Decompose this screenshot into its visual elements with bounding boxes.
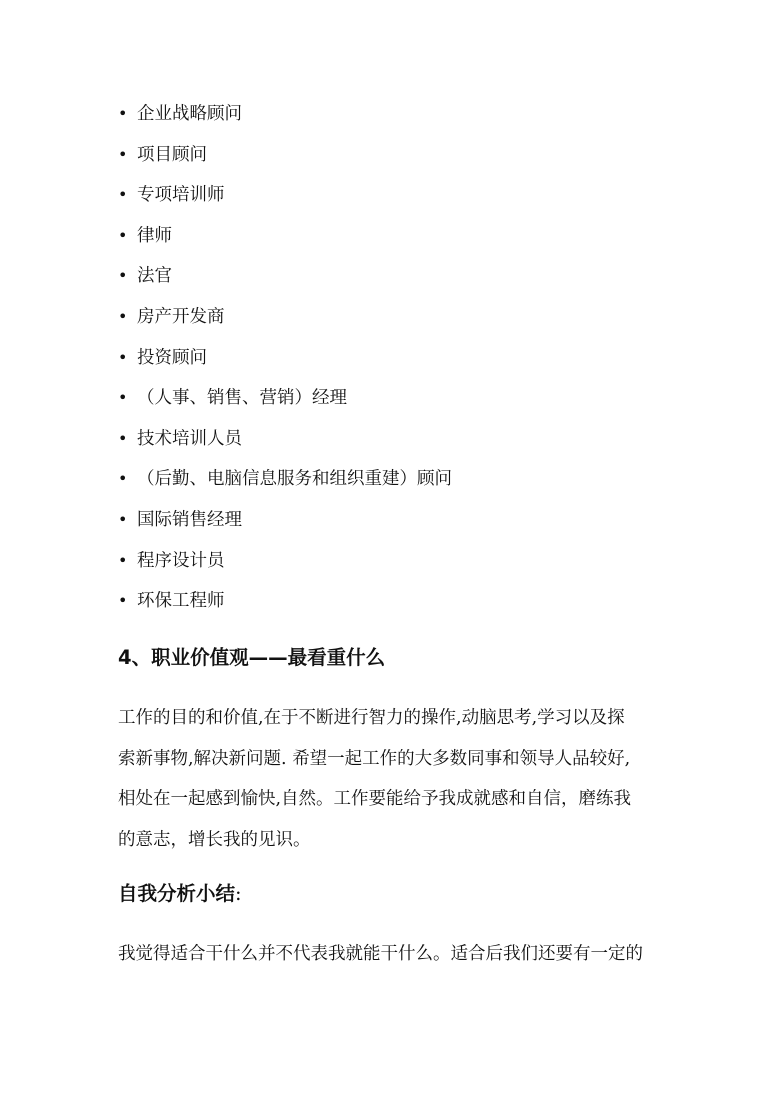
- bullet-icon: •: [118, 306, 128, 326]
- list-item: [118, 96, 452, 137]
- list-item: [118, 543, 452, 584]
- bullet-icon: •: [118, 428, 128, 448]
- list-item-text: 国际销售经理: [137, 509, 242, 530]
- list-item: [118, 583, 452, 624]
- paragraph-line: 相处在一起感到愉快,自然。工作要能给予我成就感和自信，磨练我: [118, 789, 632, 809]
- values-section-heading: 4、职业价值观——最看重什么: [118, 646, 386, 669]
- career-list: [118, 96, 452, 624]
- summary-heading-text: 自我分析小结: [118, 882, 236, 905]
- paragraph-line: 索新事物,解决新问题. 希望一起工作的大多数同事和领导人品较好,: [118, 748, 631, 769]
- list-item: [118, 502, 452, 543]
- list-item-text: 投资顾问: [137, 347, 207, 368]
- list-item-text: （人事、销售、营销）经理: [137, 388, 347, 409]
- bullet-icon: •: [118, 104, 128, 123]
- list-item-text: （后勤、电脑信息服务和组织重建）顾问: [137, 469, 452, 490]
- bullet-icon: •: [118, 144, 128, 164]
- paragraph-line: 的意志，增长我的见识。: [118, 829, 311, 850]
- list-item: [118, 380, 452, 421]
- bullet-icon: •: [118, 591, 128, 611]
- list-item: [118, 258, 452, 299]
- bullet-icon: •: [118, 509, 128, 529]
- summary-section-heading: [118, 877, 242, 911]
- summary-paragraph: [118, 934, 643, 975]
- list-item-text: 程序设计员: [137, 550, 225, 571]
- list-item-text: 环保工程师: [137, 591, 225, 612]
- list-item: [118, 461, 452, 502]
- list-item: [118, 137, 452, 178]
- bullet-icon: •: [118, 347, 128, 367]
- list-item-text: 房产开发商: [137, 306, 225, 327]
- list-item: [118, 177, 452, 218]
- summary-heading-colon: :: [235, 882, 242, 905]
- bullet-icon: •: [118, 185, 128, 205]
- bullet-icon: •: [118, 388, 128, 408]
- list-item-text: 技术培训人员: [137, 428, 242, 449]
- list-item-text: 专项培训师: [137, 185, 225, 206]
- list-item-text: 企业战略顾问: [137, 104, 242, 124]
- list-item: [118, 421, 452, 462]
- paragraph-line: 工作的目的和价值,在于不断进行智力的操作,动脑思考,学习以及探: [118, 708, 625, 728]
- bullet-icon: •: [118, 225, 128, 245]
- bullet-icon: •: [118, 266, 128, 286]
- paragraph-line: 我觉得适合干什么并不代表我就能干什么。适合后我们还要有一定的: [118, 944, 643, 964]
- list-item: [118, 299, 452, 340]
- bullet-icon: •: [118, 469, 128, 489]
- list-item-text: 法官: [137, 266, 172, 287]
- values-paragraph: [118, 698, 631, 860]
- list-item: [118, 340, 452, 381]
- bullet-icon: •: [118, 550, 128, 570]
- list-item-text: 项目顾问: [137, 144, 207, 165]
- list-item: [118, 218, 452, 259]
- list-item-text: 律师: [137, 225, 172, 246]
